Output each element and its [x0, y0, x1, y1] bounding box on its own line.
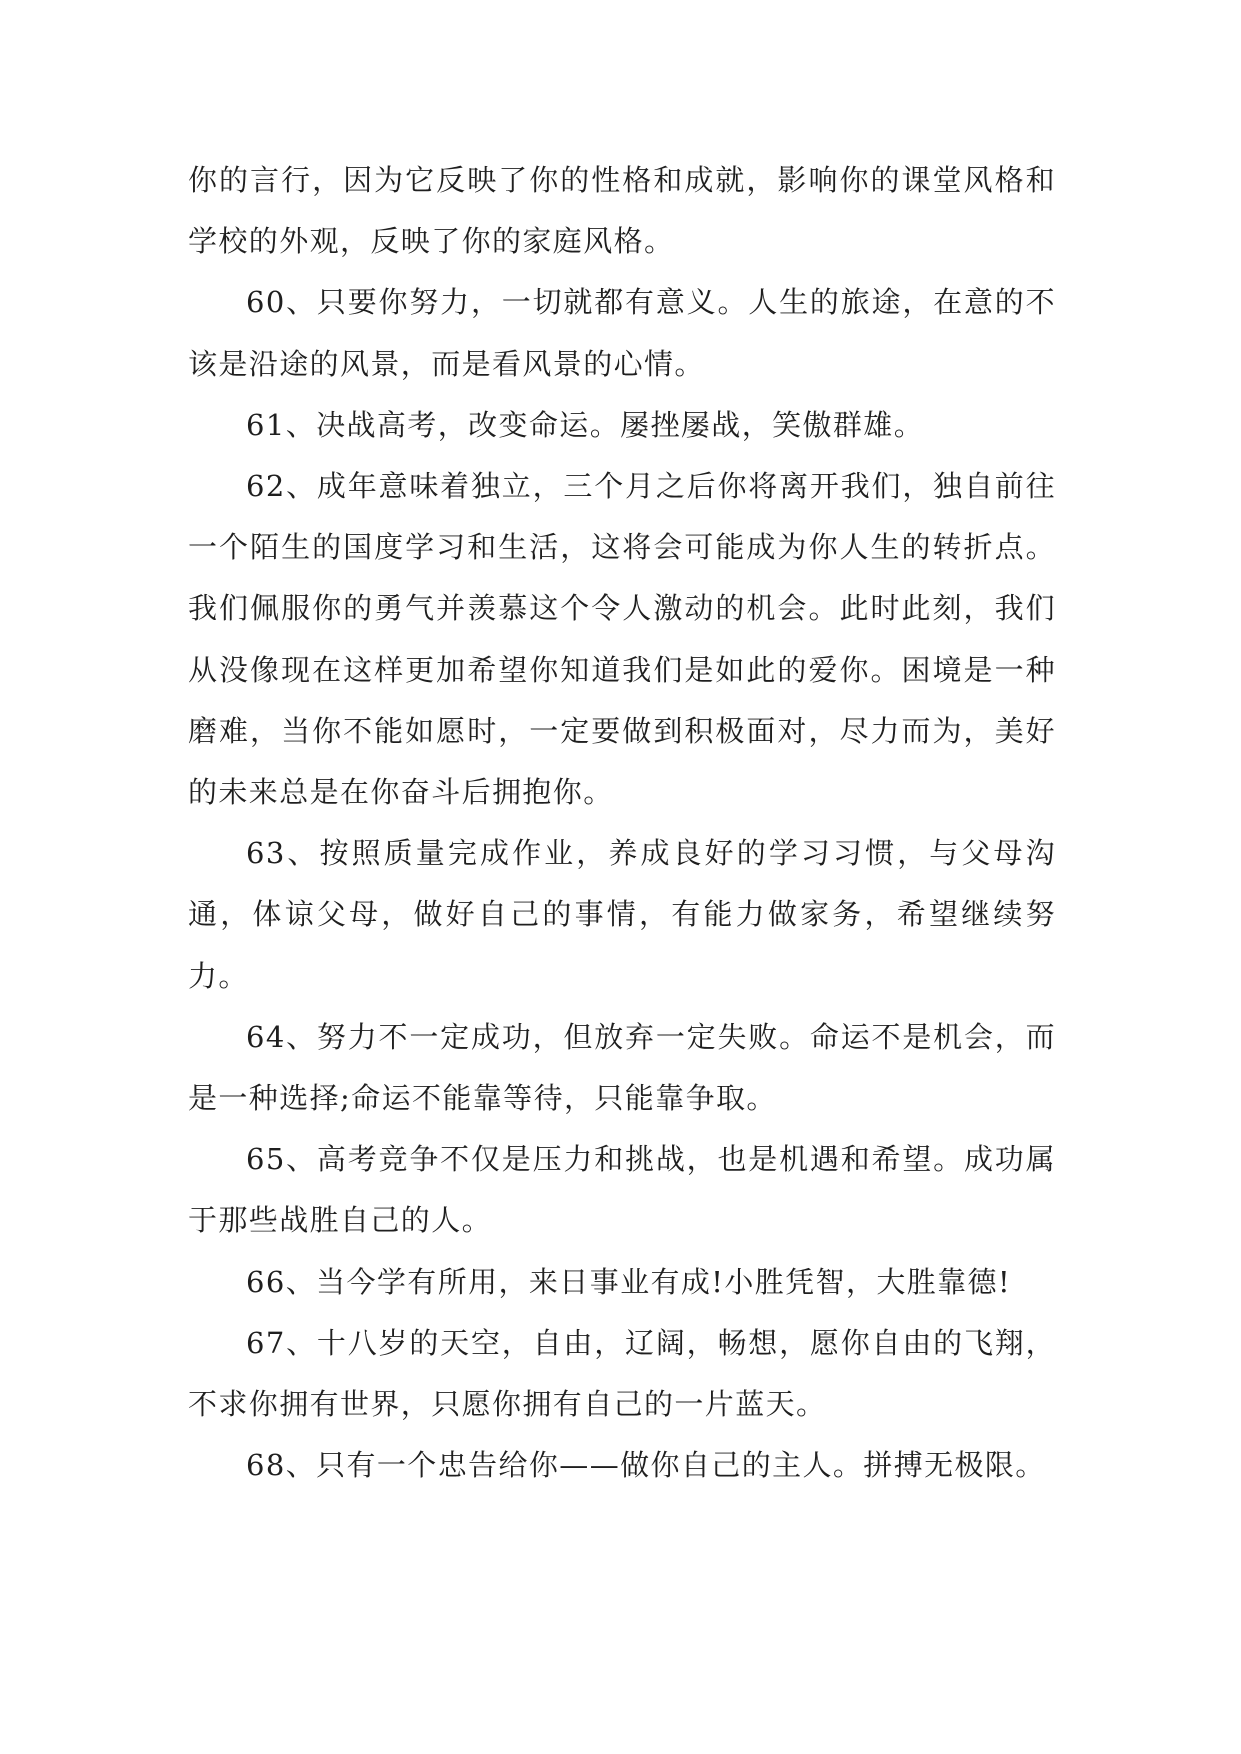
paragraph-continuation: 你的言行，因为它反映了你的性格和成就，影响你的课堂风格和学校的外观，反映了你的家庭风格。 — [188, 163, 1056, 259]
paragraph-66: 66、当今学有所用，来日事业有成!小胜凭智，大胜靠德! — [246, 1264, 1012, 1299]
paragraph-65: 65、高考竞争不仅是压力和挑战，也是机遇和希望。成功属于那些战胜自己的人。 — [188, 1142, 1056, 1238]
paragraph-60: 60、只要你努力，一切就都有意义。人生的旅途，在意的不该是沿途的风景，而是看风景的心情。 — [188, 285, 1056, 381]
document-body — [188, 150, 1056, 1496]
paragraph-62: 62、成年意味着独立，三个月之后你将离开我们，独自前往一个陌生的国度学习和生活，这将会可能成为你人生的转折点。我们佩服你的勇气并羡慕这个令人激动的机会。此时此刻，我们从没像现在这样更加希望你知道我们是如此的爱你。困境是一种磨难，当你不能如愿时，一定要做到积极面对，尽力而为，美好的未来总是在你奋斗后拥抱你。 — [188, 469, 1056, 810]
paragraph-64: 64、努力不一定成功，但放弃一定失败。命运不是机会，而是一种选择;命运不能靠等待，只能靠争取。 — [188, 1019, 1056, 1116]
paragraph-63: 63、按照质量完成作业，养成良好的学习习惯，与父母沟通，体谅父母，做好自己的事情，有能力做家务，希望继续努力。 — [188, 836, 1056, 993]
paragraph-68: 68、只有一个忠告给你——做你自己的主人。拼搏无极限。 — [246, 1448, 1046, 1483]
paragraph-61: 61、决战高考，改变命运。屡挫屡战，笑傲群雄。 — [246, 407, 925, 442]
paragraph-67: 67、十八岁的天空，自由，辽阔，畅想，愿你自由的飞翔，不求你拥有世界，只愿你拥有自己的一片蓝天。 — [188, 1325, 1056, 1422]
